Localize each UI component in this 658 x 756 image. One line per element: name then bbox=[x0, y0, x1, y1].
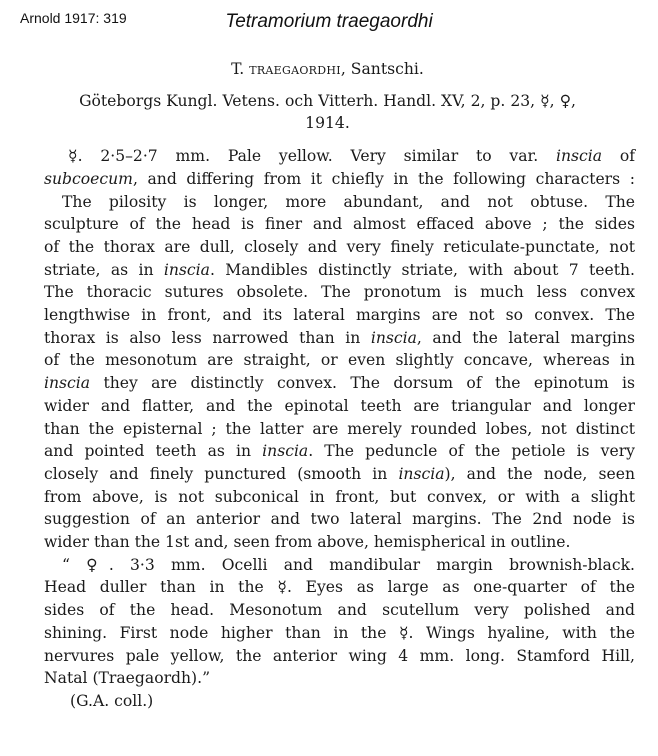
collection-note-block bbox=[20, 690, 635, 713]
text-line bbox=[20, 191, 635, 214]
text-segment: than the episternal ; the latter are merely rounded lobes, not distinct bbox=[44, 419, 635, 438]
citation-label: Arnold 1917: 319 bbox=[20, 10, 127, 26]
text-line bbox=[20, 418, 635, 441]
text-line: “ ♀. 3·3 mm. Ocelli and mandibular margin brownish-black. bbox=[62, 555, 635, 574]
text-line bbox=[20, 213, 635, 236]
text-line: shining. First node higher than in the ☿. Wings hyaline, with the bbox=[44, 623, 635, 642]
italic-term: inscia bbox=[555, 147, 603, 166]
text-segment: lengthwise in front, and its lateral margins are not so convex. The bbox=[44, 306, 635, 325]
text-segment: , and differing from it chiefly in the following characters : bbox=[132, 169, 635, 188]
italic-term: inscia bbox=[398, 464, 445, 483]
text-line bbox=[20, 463, 635, 486]
taxon-heading bbox=[20, 58, 635, 81]
italic-term: inscia bbox=[163, 260, 210, 279]
text-segment: , and the lateral margins bbox=[416, 328, 636, 347]
text-line bbox=[20, 486, 635, 509]
text-segment: they are distinctly convex. The dorsum of the epinotum is bbox=[90, 374, 635, 393]
text-segment: closely and finely punctured (smooth in bbox=[44, 464, 399, 483]
text-segment: . Mandibles distinctly striate, with about 7 teeth. bbox=[209, 260, 635, 279]
text-line: nervures pale yellow, the anterior wing 4 mm. long. Stamford Hill, bbox=[44, 646, 635, 665]
text-line: sides of the head. Mesonotum and scutellum very polished and bbox=[44, 601, 635, 620]
collection-note: (G.A. coll.) bbox=[70, 691, 154, 710]
text-line bbox=[20, 395, 635, 418]
text-segment: The thoracic sutures obsolete. The pronotum is much less convex bbox=[44, 283, 635, 302]
text-segment: from above, is not subconical in front, but convex, or with a slight bbox=[44, 487, 635, 506]
text-line bbox=[20, 281, 635, 304]
text-segment: of bbox=[602, 147, 635, 166]
worker-description bbox=[20, 145, 635, 554]
heading-author: , Santschi. bbox=[340, 60, 424, 78]
italic-term: inscia bbox=[262, 442, 309, 461]
text-line bbox=[20, 508, 635, 531]
text-segment: wider and flatter, and the epinotal teeth are triangular and longer bbox=[44, 396, 635, 415]
text-segment: . The peduncle of the petiole is very bbox=[308, 442, 635, 461]
text-line bbox=[20, 168, 635, 191]
text-line bbox=[20, 304, 635, 327]
text-segment: suggestion of an anterior and two lateral margins. The 2nd node is bbox=[44, 510, 635, 529]
italic-term: subcoecum bbox=[44, 169, 133, 188]
text-line: Natal (Traegaordh).” bbox=[44, 669, 211, 688]
text-line bbox=[20, 372, 635, 395]
text-line bbox=[20, 531, 635, 554]
text-segment: of the thorax are dull, closely and very finely reticulate-punctate, not bbox=[44, 237, 635, 256]
text-segment: and pointed teeth as in bbox=[44, 442, 263, 461]
text-line bbox=[20, 327, 635, 350]
text-segment: of the mesonotum are straight, or even slightly concave, whereas in bbox=[44, 351, 635, 370]
text-segment: The pilosity is longer, more abundant, and not obtuse. The bbox=[62, 192, 635, 211]
italic-term: inscia bbox=[44, 374, 91, 393]
text-line bbox=[20, 145, 635, 168]
text-segment: striate, as in bbox=[44, 260, 164, 279]
text-segment: sculpture of the head is finer and almost effaced above ; the sides bbox=[44, 215, 635, 234]
scanned-page bbox=[20, 44, 635, 713]
female-description bbox=[20, 554, 635, 690]
reference-year: 1914. bbox=[305, 114, 350, 133]
text-segment: ☿. 2·5–2·7 mm. Pale yellow. Very similar to var. bbox=[68, 147, 556, 166]
text-line bbox=[20, 440, 635, 463]
text-segment: wider than the 1st and, seen from above, hemispherical in outline. bbox=[44, 533, 571, 552]
text-line bbox=[20, 349, 635, 372]
text-line bbox=[20, 236, 635, 259]
text-segment: thorax is also less narrowed than in bbox=[44, 328, 371, 347]
text-segment: ), and the node, seen bbox=[444, 464, 635, 483]
reference-citation bbox=[20, 90, 635, 135]
text-line bbox=[20, 259, 635, 282]
reference-line: Göteborgs Kungl. Vetens. och Vitterh. Handl. XV, 2, p. 23, ☿, ♀, bbox=[79, 91, 576, 110]
text-line: Head duller than in the ☿. Eyes as large as one-quarter of the bbox=[44, 578, 635, 597]
heading-prefix: T. bbox=[231, 60, 250, 78]
species-title: Tetramorium traegaordhi bbox=[225, 11, 433, 32]
italic-term: inscia bbox=[370, 328, 417, 347]
heading-name: traegaordhi bbox=[249, 60, 341, 78]
